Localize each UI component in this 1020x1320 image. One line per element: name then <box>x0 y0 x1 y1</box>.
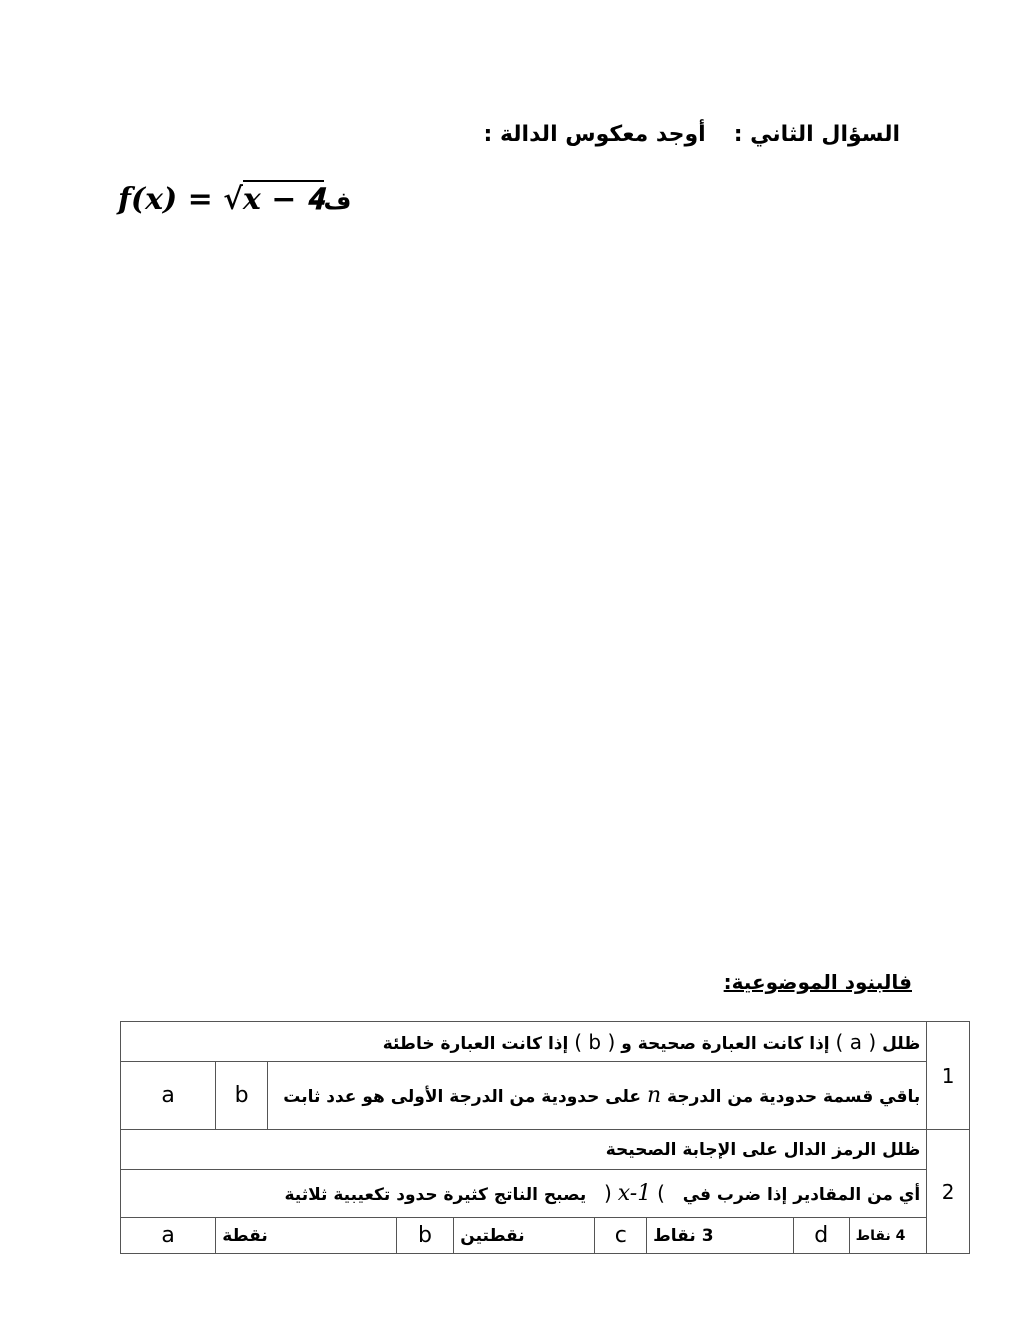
option-c[interactable]: c <box>595 1218 647 1254</box>
option-a-text: نقطة <box>216 1218 396 1254</box>
formula-suffix: ف <box>323 187 352 215</box>
question-2-instruction: أوجد معكوس الدالة : <box>483 122 706 147</box>
option-d[interactable]: d <box>793 1218 849 1254</box>
question-expression: x-1 <box>617 1181 652 1206</box>
section-2-instruction: ظلل الرمز الدال على الإجابة الصحيحة <box>121 1130 927 1170</box>
question-2-heading <box>484 122 901 147</box>
option-b-text: نقطتين <box>454 1218 595 1254</box>
option-b[interactable]: b <box>396 1218 454 1254</box>
formula-lhs: 𝒇(𝒙) = √ <box>118 182 243 217</box>
objective-items-title: فالبنود الموضوعية: <box>723 970 912 994</box>
choice-a[interactable]: a <box>121 1062 216 1130</box>
section-1-instruction: ظلل ( a ) إذا كانت العبارة صحيحة و ( b ) إذا كانت العبارة خاطئة <box>121 1022 927 1062</box>
formula-radicand: 𝒙 − 𝟒 <box>242 182 324 217</box>
objective-items-table <box>120 1021 970 1254</box>
multiple-choice-question: أي من المقادير إذا ضرب في ) x-1 ( يصبح الناتج كثيرة حدود تكعيبية ثلاثية <box>121 1170 927 1218</box>
function-formula <box>118 182 351 217</box>
item-number-2: 2 <box>927 1130 970 1254</box>
question-2-label: السؤال الثاني : <box>733 122 900 147</box>
option-d-text: 4 نقاط <box>849 1218 927 1254</box>
item-number-1: 1 <box>927 1022 970 1130</box>
option-a[interactable]: a <box>121 1218 216 1254</box>
option-c-text: 3 نقاط <box>647 1218 794 1254</box>
choice-b[interactable]: b <box>216 1062 268 1130</box>
true-false-statement: باقي قسمة حدودية من الدرجة n على حدودية من الدرجة الأولى هو عدد ثابت <box>267 1062 926 1130</box>
